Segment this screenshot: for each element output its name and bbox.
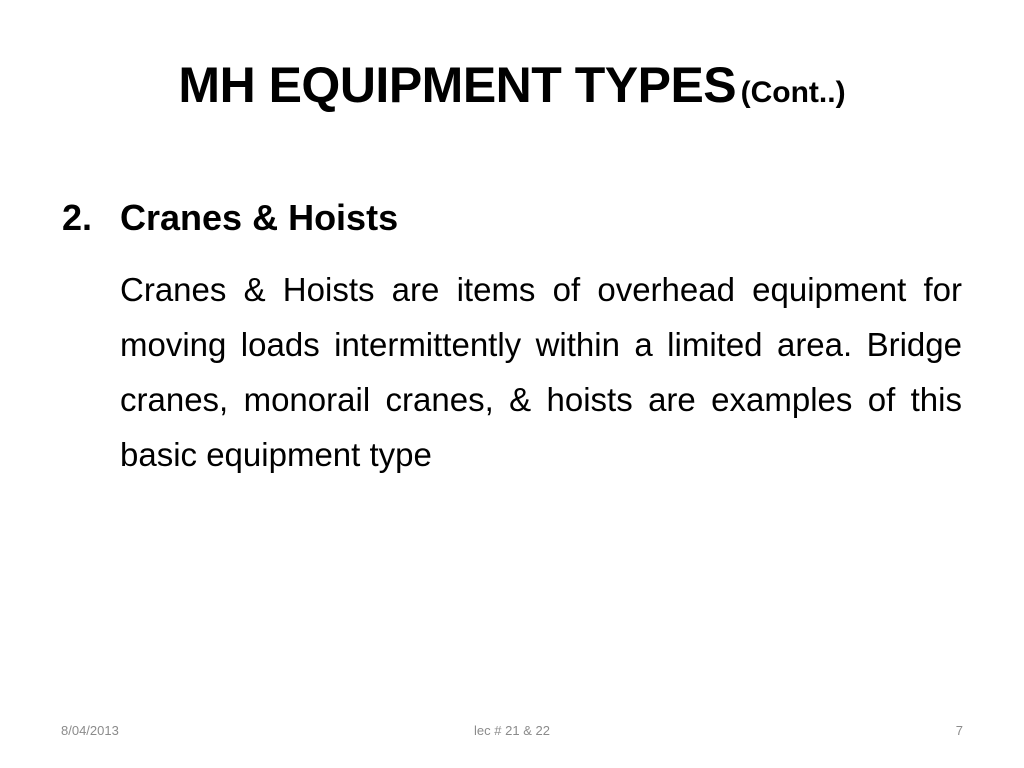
slide-title-suffix: (Cont..) <box>740 76 846 109</box>
list-item-body: Cranes & Hoists are items of overhead equipment for moving loads intermittently within a limited area. Bridge cranes, monorail cranes, & hoists are examples of this basic equipment type <box>120 271 962 473</box>
slide-title-main: MH EQUIPMENT TYPES <box>178 57 737 113</box>
footer-date: 8/04/2013 <box>61 723 119 738</box>
list-item-number: 2. <box>62 197 93 238</box>
slide-title <box>0 57 1024 113</box>
list-item-heading <box>62 196 962 239</box>
footer-lecture: lec # 21 & 22 <box>474 723 550 738</box>
footer-page-number: 7 <box>955 723 963 738</box>
list-item-title: Cranes & Hoists <box>120 197 399 238</box>
